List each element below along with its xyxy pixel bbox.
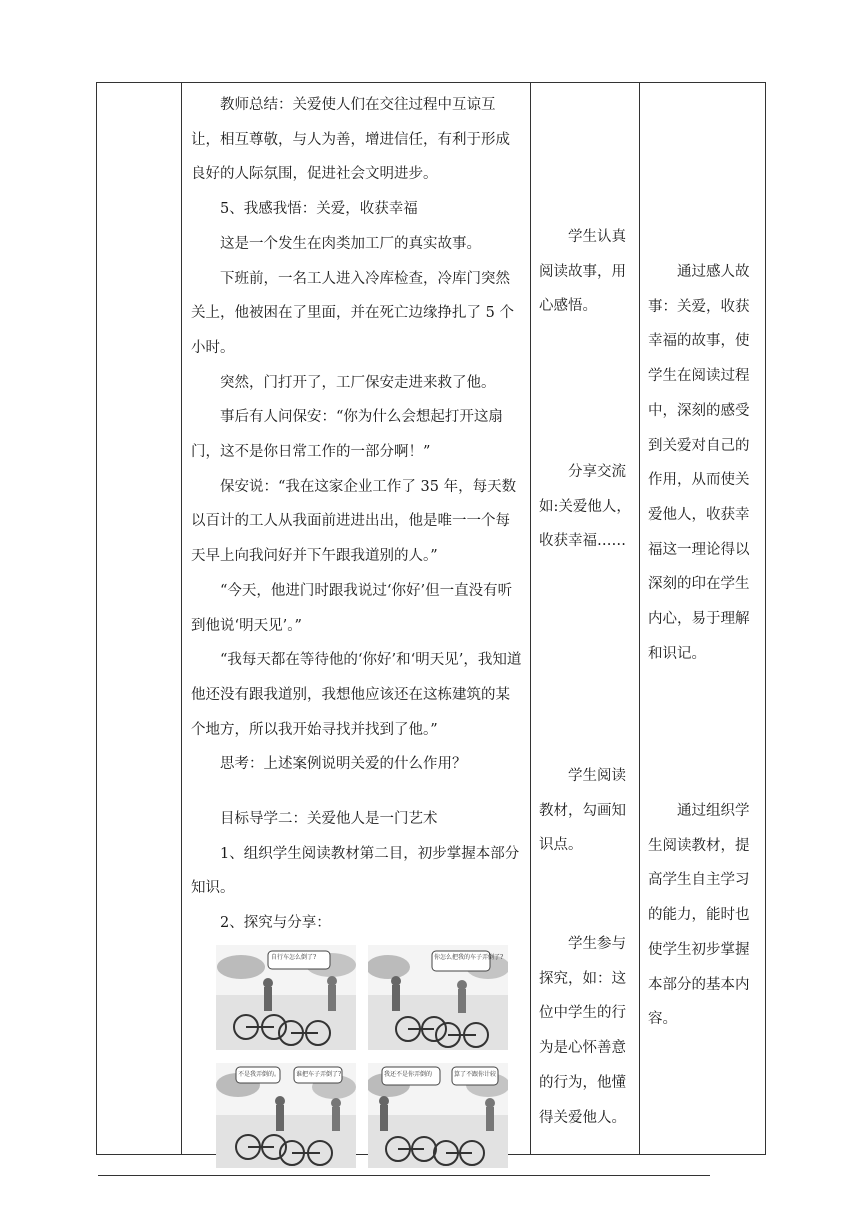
comic-panel [216, 945, 356, 1050]
svg-text:算了不跟你计较: 算了不跟你计较 [454, 1070, 497, 1078]
comic-panel [216, 1063, 356, 1168]
teaching-process-cell [191, 88, 523, 1175]
column-divider [530, 83, 531, 1154]
story-paragraph: 这是一个发生在肉类加工厂的真实故事。 [220, 235, 481, 252]
comic-panel [368, 1063, 508, 1168]
footer-rule [98, 1175, 710, 1176]
design-intent-2: 通过组织学生阅读教材，提高学生自主学习的能力，能时也使学生初步掌握本部分的基本内容。 [648, 803, 750, 1028]
student-activity-3: 学生阅读教材，勾画知识点。 [539, 768, 626, 854]
section-heading: 目标导学二：关爱他人是一门艺术 [220, 811, 438, 828]
svg-text:你怎么把我的车子弄倒了?: 你怎么把我的车子弄倒了? [434, 953, 504, 961]
story-paragraph: 突然，门打开了，工厂保安走进来救了他。 [220, 374, 496, 391]
think-question: 思考：上述案例说明关爱的什么作用？ [220, 756, 467, 773]
activity-paragraph: 2、探究与分享： [220, 915, 331, 932]
lesson-table [96, 82, 766, 1155]
activity-paragraph: 1、组织学生阅读教材第二目，初步掌握本部分知识。 [191, 845, 520, 897]
section-heading: 5、我感我悟：关爱，收获幸福 [220, 201, 418, 218]
comic-illustration [216, 945, 516, 1175]
student-activity-4: 学生参与探究，如：这位中学生的行为是心怀善意的行为，他懂得关爱他人。 [539, 936, 626, 1126]
story-paragraph: 下班前，一名工人进入冷库检查，冷库门突然关上，他被困在了里面，并在死亡边缘挣扎了 5 个小时。 [191, 270, 514, 356]
comic-panel [368, 945, 508, 1050]
teacher-summary: 教师总结：关爱使人们在交往过程中互谅互让，相互尊敬，与人为善，增进信任，有利于形成良好的人际氛围，促进社会文明进步。 [191, 97, 510, 183]
story-paragraph: “我每天都在等待他的‘你好’和‘明天见’，我知道他还没有跟我道别，我想他应该还在这栋建筑的某个地方，所以我开始寻找并找到了他。” [191, 652, 522, 738]
svg-text:不是我弄倒的。: 不是我弄倒的。 [238, 1070, 281, 1078]
design-intent-1: 通过感人故事：关爱，收获幸福的故事，使学生在阅读过程中，深刻的感受到关爱对自己的作用，从而使关爱他人，收获幸福这一理论得以深刻的印在学生内心，易于理解和识记。 [648, 264, 750, 662]
story-paragraph: 保安说：“我在这家企业工作了 35 年，每天数以百计的工人从我面前进进出出，他是唯一一个每天早上向我问好并下午跟我道别的人。” [191, 478, 517, 565]
story-paragraph: “今天，他进门时跟我说过‘你好’但一直没有听到他说‘明天见’。” [191, 582, 513, 634]
column-divider [181, 83, 182, 1154]
svg-text:谁把车子弄倒了?: 谁把车子弄倒了? [296, 1070, 342, 1078]
svg-text:我还不是你弄倒的: 我还不是你弄倒的 [384, 1070, 433, 1078]
column-divider [639, 83, 640, 1154]
svg-text:自行车怎么倒了?: 自行车怎么倒了? [271, 953, 317, 961]
student-activity-2: 分享交流如:关爱他人，收获幸福…… [539, 464, 631, 550]
story-paragraph: 事后有人问保安：“你为什么会想起打开这扇门，这不是你日常工作的一部分啊！” [191, 409, 503, 461]
student-activity-1: 学生认真阅读故事，用心感悟。 [539, 229, 626, 315]
